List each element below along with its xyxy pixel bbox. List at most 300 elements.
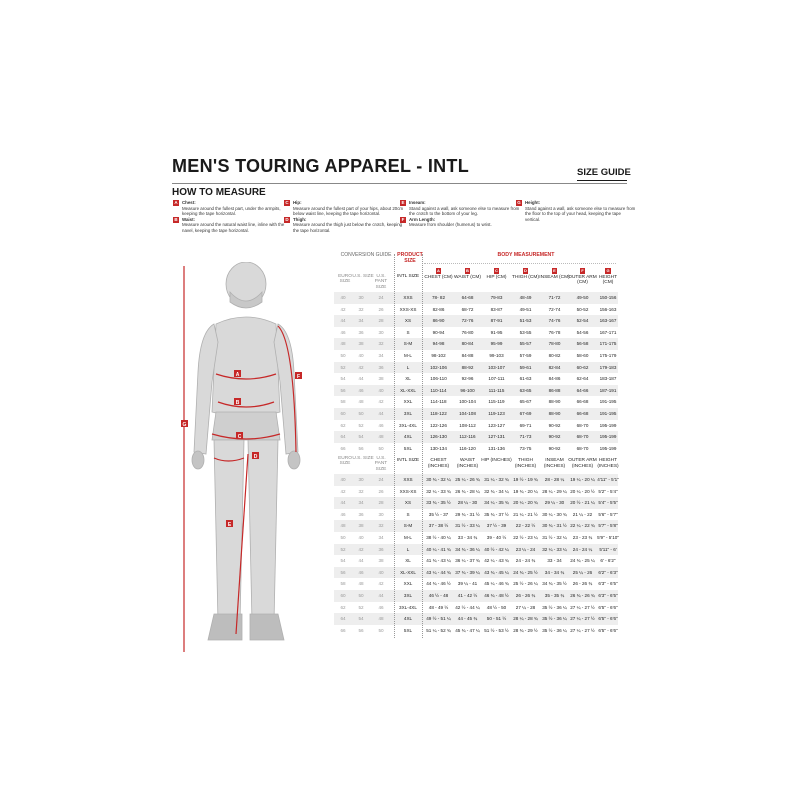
figure-label-c: C [237, 434, 242, 440]
table-cell: 30 [358, 477, 364, 482]
inch-col-header: THIGH (INCHES) [514, 458, 537, 469]
instruction-text: Measure from shoulder (humerus) to wrist. [409, 222, 492, 228]
instruction-text: Stand against a wall, ask someone else to measure from the crotch to the bottom of your leg. [409, 205, 520, 217]
table-cell: 66 [340, 445, 346, 451]
figure-label-f: F [296, 374, 301, 380]
inch-col-header: HEIGHT (INCHES) [597, 458, 619, 469]
table-cell: M-L [404, 353, 412, 358]
table-cell: 27 ¼ - 27 ½ [570, 604, 595, 610]
table-row [334, 362, 618, 374]
col-us-pant-size: U.S. PANT SIZE [374, 274, 388, 290]
table-cell: 55-57 [519, 341, 532, 347]
instruction-block-4 [517, 200, 637, 222]
table-cell: 30 ¾ - 32 ¼ [426, 477, 451, 482]
table-cell: 36 [378, 546, 384, 552]
table-row [334, 602, 618, 614]
table-cell: 51 ½ - 53 ½ [484, 627, 509, 633]
table-cell: 56 [358, 627, 364, 633]
table-cell: 33 - 34 [547, 558, 562, 564]
table-cell: 35 ¾ - 37 ½ [484, 511, 509, 517]
table-cell: 74-76 [548, 318, 561, 324]
table-cell: 48 [358, 399, 364, 405]
table-cell: 44 [358, 376, 364, 382]
table-row [334, 396, 618, 408]
table-cell: 24 - 24 ¾ [515, 558, 536, 564]
table-cell: 195-199 [599, 445, 617, 451]
table-cell: 52-54 [576, 318, 589, 324]
table-cell: 44 [358, 558, 364, 564]
table-cell: 39 ¼ - 41 [457, 581, 478, 587]
letter-e-badge: E [401, 200, 405, 205]
table-cell: 44 [378, 593, 384, 598]
column-letter-badge: D [524, 268, 527, 273]
table-cell: 34 [378, 535, 384, 540]
table-cell: 76-78 [548, 329, 561, 335]
table-cell: 78- 82 [431, 295, 446, 300]
table-row [334, 373, 618, 385]
table-cell: 78-80 [548, 341, 561, 347]
table-row [334, 486, 618, 498]
table-cell: 58 [340, 581, 346, 587]
table-cell: 3XL-4XL [399, 422, 417, 428]
table-cell: 5XL [403, 445, 413, 451]
col-intl-size-2: INTL SIZE [396, 458, 420, 463]
table-cell: 31 ½ - 32 ¼ [542, 535, 567, 540]
table-cell: 96-100 [460, 387, 475, 393]
table-cell: 26 - 26 ¾ [515, 593, 536, 598]
table-cell: 58 [340, 399, 346, 405]
table-cell: 25 ¼ - 26 ¾ [455, 477, 480, 482]
table-row [334, 590, 618, 602]
table-row [334, 567, 618, 579]
table-cell: 36 [358, 329, 364, 335]
table-cell: 36 [358, 511, 364, 517]
table-cell: 36 ¼ - 37 ¾ [455, 558, 480, 564]
table-cell: 52 [340, 364, 346, 370]
table-cell: 62-64 [576, 376, 589, 382]
table-cell: 68-72 [461, 306, 474, 312]
table-cell: 24 [378, 295, 384, 300]
table-cell: 62 [340, 604, 346, 610]
table-cell: 30 [378, 511, 384, 517]
table-cell: 31 ½ - 33 ¼ [455, 523, 480, 529]
table-cell: 32 [378, 341, 384, 347]
instruction-heading: Hip: [293, 200, 302, 205]
table-cell: XL-XXL [400, 387, 416, 393]
table-cell: 43 ¾ - 45 ¼ [484, 569, 509, 575]
table-cell: 71-73 [519, 434, 532, 440]
table-cell: 46 [378, 604, 384, 610]
table-cell: 91-95 [490, 329, 503, 335]
table-cell: 6'5" - 6'6" [598, 604, 618, 610]
table-cell: 42 ¼ - 43 ¾ [484, 558, 509, 564]
table-cell: 35 - 35 ¾ [544, 593, 565, 598]
instruction-heading: Inseam: [409, 200, 426, 205]
table-cell: 40 ½ - 42 ¼ [484, 546, 509, 552]
title-divider [172, 183, 627, 184]
table-cell: 41 ¾ - 43 ¼ [426, 558, 451, 564]
table-cell: 126-130 [430, 434, 447, 440]
table-cell: 27 ¼ - 28 [515, 604, 536, 610]
table-cell: 60 [340, 593, 346, 598]
table-cell: 21 ¼ - 21 ½ [513, 511, 538, 517]
table-cell: 42 [358, 364, 364, 370]
table-cell: 40 [340, 295, 346, 300]
table-cell: 44 [378, 411, 384, 416]
table-cell: 6'2" - 6'3" [598, 569, 618, 575]
letter-d-badge: D [285, 216, 289, 222]
table-cell: 179-183 [599, 364, 617, 370]
table-row [334, 443, 618, 455]
table-cell: 57-59 [519, 353, 532, 358]
instruction-block-2 [285, 200, 405, 234]
table-cell: 73-75 [519, 445, 532, 451]
table-cell: 60 [340, 411, 346, 416]
table-cell: 40 [340, 477, 346, 482]
table-cell: 46 [340, 511, 346, 517]
table-row [334, 420, 618, 432]
size-guide-underline [577, 180, 627, 181]
table-cell: 123-127 [488, 422, 505, 428]
table-cell: 34 ¼ - 35 ¾ [484, 500, 509, 506]
table-cell: 28 ¼ - 30 [457, 500, 478, 506]
table-row [334, 555, 618, 567]
table-cell: 35 ½ - 36 ¼ [542, 604, 567, 610]
table-cell: 32 ¼ - 33 ¾ [426, 488, 451, 494]
table-cell: 80-82 [548, 353, 561, 358]
table-row [334, 520, 618, 532]
table-row [334, 509, 618, 521]
table-cell: 58-60 [576, 353, 589, 358]
table-cell: 68-70 [576, 445, 589, 451]
column-label: WAIST (CM) [454, 274, 481, 280]
table-cell: 30 ¾ - 31 ½ [542, 523, 567, 529]
table-cell: 150-156 [599, 295, 617, 300]
table-row [334, 385, 618, 397]
table-cell: 22 ¼ - 22 ¾ [570, 523, 595, 529]
table-cell: 42 [340, 488, 346, 494]
table-cell: 35 ½ - 36 ¼ [542, 616, 567, 622]
table-cell: 167-171 [599, 329, 617, 335]
table-cell: 30 ¼ - 30 ¾ [542, 511, 567, 517]
column-label: HEIGHT (CM) [598, 274, 618, 286]
table-cell: 43 ¼ - 44 ¾ [426, 569, 451, 575]
table-cell: 175-179 [599, 353, 617, 358]
table-row [334, 408, 618, 420]
cm-col-header [594, 268, 622, 286]
table-cell: 131-136 [488, 445, 505, 451]
table-cell: 87-91 [490, 318, 503, 324]
table-cell: 32 [358, 488, 364, 494]
table-cell: 90-92 [548, 434, 561, 440]
table-cell: 112-116 [459, 434, 476, 440]
table-row [334, 292, 618, 304]
table-cell: 102-106 [430, 364, 447, 370]
inch-col-header: OUTER ARM (INCHES) [568, 458, 597, 469]
table-cell: 183-187 [599, 376, 617, 382]
column-letter-badge: C [495, 268, 498, 273]
table-cell: 106-110 [430, 376, 447, 382]
table-cell: 115-119 [488, 399, 505, 405]
table-cell: 79-83 [490, 295, 503, 300]
table-cell: 46 [340, 329, 346, 335]
table-cell: 19 ½ - 19 ¾ [513, 477, 538, 482]
column-letter-badge: A [437, 268, 440, 273]
table-cell: 62 [340, 422, 346, 428]
table-cell: 28 [378, 500, 384, 506]
table-cell: 119-123 [488, 411, 505, 416]
table-cell: 114-118 [430, 399, 447, 405]
table-cell: 24 ¾ - 25 ¼ [570, 558, 595, 564]
table-cell: 50 - 51 ½ [486, 616, 507, 622]
body-measurement-header: BODY MEASUREMENT [497, 252, 555, 258]
table-cell: 6' - 6'2" [600, 558, 616, 564]
divider [424, 263, 616, 264]
table-cell: 83-87 [490, 306, 503, 312]
table-cell: 59-61 [519, 364, 532, 370]
column-label: HIP (CM) [486, 274, 507, 280]
table-cell: 34 ¾ - 36 ¼ [455, 546, 480, 552]
table-cell: 54 [340, 558, 346, 564]
table-cell: 34 - 34 ¾ [544, 569, 565, 575]
table-cell: 110-114 [430, 387, 447, 393]
table-cell: 19 ¾ - 20 ¼ [513, 488, 538, 494]
column-label: CHEST (CM) [424, 274, 453, 280]
table-cell: 24 [378, 477, 384, 482]
table-row [334, 544, 618, 556]
table-cell: 46 [358, 569, 364, 575]
table-cell: 103-107 [488, 364, 505, 370]
table-cell: 56 [340, 569, 346, 575]
table-cell: 51 ¼ - 52 ¾ [426, 627, 451, 633]
table-cell: 5'9" - 5'10" [597, 535, 619, 540]
table-cell: 82-86 [432, 306, 445, 312]
table-cell: 3XL [403, 411, 413, 416]
column-label: OUTER ARM (CM) [568, 274, 597, 286]
table-cell: 49-51 [519, 306, 532, 312]
table-cell: 32 ¼ - 33 ¼ [542, 546, 567, 552]
table-cell: 99-103 [489, 353, 504, 358]
table-cell: XL [405, 558, 411, 564]
table-cell: 26 - 26 ¾ [572, 581, 593, 587]
table-cell: XXL [403, 399, 413, 405]
table-cell: 42 [378, 399, 384, 405]
table-cell: 6'3" - 6'5" [598, 581, 618, 587]
table-cell: 5'6" - 5'7" [598, 511, 618, 517]
table-cell: 32 [378, 523, 384, 529]
table-cell: 64-68 [461, 295, 474, 300]
table-cell: 36 [378, 364, 384, 370]
col-us-pant-size-2: U.S. PANT SIZE [374, 456, 388, 472]
table-cell: 56 [358, 445, 364, 451]
table-cell: 71-72 [548, 295, 561, 300]
table-cell: XXS-XS [399, 306, 417, 312]
instruction-heading: Arm Length: [409, 216, 436, 222]
table-cell: 127-131 [488, 434, 505, 440]
table-cell: 35 ½ - 36 ¼ [542, 627, 567, 633]
product-size-header: PRODUCT SIZE [397, 252, 423, 264]
table-row [334, 338, 618, 350]
table-cell: 66 [340, 627, 346, 633]
col-euro-size: EURO SIZE [338, 274, 352, 285]
table-cell: S [406, 329, 410, 335]
table-cell: 68-70 [576, 422, 589, 428]
table-cell: 56-58 [576, 341, 589, 347]
table-cell: 66-68 [576, 411, 589, 416]
table-cell: 90-94 [432, 329, 445, 335]
divider [422, 254, 423, 638]
instruction-heading: Thigh: [293, 216, 307, 222]
table-cell: 6'5" - 6'6" [598, 627, 618, 633]
table-cell: 50 [358, 593, 364, 598]
table-cell: 84-86 [548, 376, 561, 382]
table-cell: 3XL [403, 593, 413, 598]
table-cell: 67-69 [519, 411, 532, 416]
table-cell: 27 ¼ - 27 ½ [570, 616, 595, 622]
column-label: INSEAM (CM) [539, 274, 570, 280]
table-cell: 88-90 [548, 411, 561, 416]
table-cell: 65-67 [519, 399, 532, 405]
letter-g-badge: G [517, 200, 521, 205]
table-cell: 122-126 [430, 422, 447, 428]
letter-b-badge: B [174, 216, 178, 222]
table-cell: 49 ½ - 51 ¼ [426, 616, 451, 622]
table-cell: 118-122 [430, 411, 447, 416]
table-cell: L [406, 546, 410, 552]
table-cell: 53-55 [519, 329, 532, 335]
table-cell: 56 [340, 387, 346, 393]
table-cell: 54 [358, 434, 364, 440]
table-cell: 42 [378, 581, 384, 587]
table-cell: 29 ¼ - 30 [544, 500, 565, 506]
table-cell: XXS [403, 477, 413, 482]
table-cell: 82-84 [548, 364, 561, 370]
table-cell: 40 [358, 535, 364, 540]
table-cell: 100-104 [459, 399, 476, 405]
table-cell: 22 ½ - 23 ¼ [513, 535, 538, 540]
table-cell: 50 [378, 627, 384, 633]
table-cell: 33 ¾ - 35 ½ [426, 500, 451, 506]
table-cell: 50 [340, 353, 346, 358]
table-cell: 130-134 [430, 445, 447, 451]
table-row [334, 532, 618, 544]
table-row [334, 474, 618, 486]
table-row [334, 327, 618, 339]
table-cell: 156-163 [599, 306, 617, 312]
table-cell: 52 [340, 546, 346, 552]
table-cell: 116-120 [459, 445, 476, 451]
instruction-block-1 [174, 200, 294, 234]
table-cell: 23 ¼ - 24 [515, 546, 536, 552]
table-cell: L [406, 364, 410, 370]
table-cell: 28 - 28 ¼ [544, 477, 565, 482]
table-cell: 48-49 [519, 295, 532, 300]
table-cell: 23 - 23 ¾ [572, 535, 593, 540]
table-cell: 111-115 [488, 387, 505, 393]
table-row [334, 613, 618, 625]
table-cell: 4XL [403, 616, 413, 622]
table-cell: 28 [378, 318, 384, 324]
inch-col-header: HIP (INCHES) [481, 458, 512, 463]
table-cell: 108-112 [459, 422, 476, 428]
table-cell: 32 ¾ - 34 ¼ [484, 488, 509, 494]
table-cell: 46 ¾ - 48 ½ [484, 593, 509, 598]
table-cell: 195-199 [599, 422, 617, 428]
table-cell: 68-70 [576, 434, 589, 440]
table-cell: 72-76 [461, 318, 474, 324]
table-cell: 20 ¼ - 20 ½ [570, 488, 595, 494]
table-cell: 26 [378, 488, 384, 494]
table-cell: XS [404, 500, 412, 506]
table-cell: XXS [403, 295, 413, 300]
table-cell: 31 ¼ - 32 ¾ [484, 477, 509, 482]
table-cell: 39 - 40 ½ [486, 535, 507, 540]
table-cell: S-M [403, 341, 413, 347]
table-cell: S [406, 511, 410, 517]
column-letter-badge: F [581, 268, 584, 273]
figure-label-g: G [182, 422, 187, 428]
table-cell: 51-53 [519, 318, 532, 324]
table-cell: 46 [378, 422, 384, 428]
figure-label-b: B [235, 400, 240, 406]
page-title: MEN'S TOURING APPAREL - INTL [172, 156, 470, 176]
table-cell: 48 ½ - 50 [486, 604, 507, 610]
table-cell: 86-90 [432, 318, 445, 324]
instruction-heading: Height: [525, 200, 541, 205]
table-cell: XL [405, 376, 411, 382]
table-cell: 54-56 [576, 329, 589, 335]
table-cell: XS [404, 318, 412, 324]
letter-f-badge: F [401, 216, 405, 222]
column-letter-badge: G [606, 268, 610, 273]
table-row [334, 578, 618, 590]
inch-col-header: INSEAM (INCHES) [543, 458, 566, 469]
table-cell: 48 - 49 ½ [428, 604, 449, 610]
col-us-size: U.S. SIZE [352, 274, 374, 279]
table-cell: 37 ½ - 39 [486, 523, 507, 529]
table-cell: XXL [403, 581, 413, 587]
rider-figure-illustration [178, 262, 328, 662]
table-cell: 20 ¼ - 20 ¾ [513, 500, 538, 506]
table-cell: 20 ½ - 21 ¼ [570, 500, 595, 506]
instruction-text: Measure around the natural waist line, inline with the navel, keeping the tape horizontal. [182, 222, 285, 233]
table-cell: 46 [358, 387, 364, 393]
table-row [334, 431, 618, 443]
table-cell: 28 ¼ - 28 ¾ [513, 616, 538, 622]
table-cell: 34 [358, 500, 364, 506]
table-cell: 163-167 [599, 318, 617, 324]
table-cell: 98-102 [431, 353, 446, 358]
column-letter-badge: B [466, 268, 469, 273]
table-cell: 107-111 [488, 376, 505, 382]
table-cell: 38 [358, 341, 364, 347]
table-cell: 4'11" - 5'1" [597, 477, 619, 482]
table-cell: S-M [403, 523, 413, 529]
table-cell: 42 [358, 546, 364, 552]
letter-c-badge: C [285, 200, 289, 205]
instruction-block-3 [401, 200, 521, 228]
table-cell: 72-74 [548, 306, 561, 312]
table-cell: 38 [378, 376, 384, 382]
column-letter-badge: E [553, 268, 556, 273]
col-us-size-2: U.S. SIZE [352, 456, 374, 461]
figure-label-a: A [235, 372, 240, 378]
table-cell: 48 [358, 581, 364, 587]
table-cell: 40 ¼ - 41 ¾ [426, 546, 451, 552]
table-cell: 44 [340, 500, 346, 506]
table-cell: 49-50 [576, 295, 589, 300]
table-cell: 171-175 [599, 341, 617, 347]
